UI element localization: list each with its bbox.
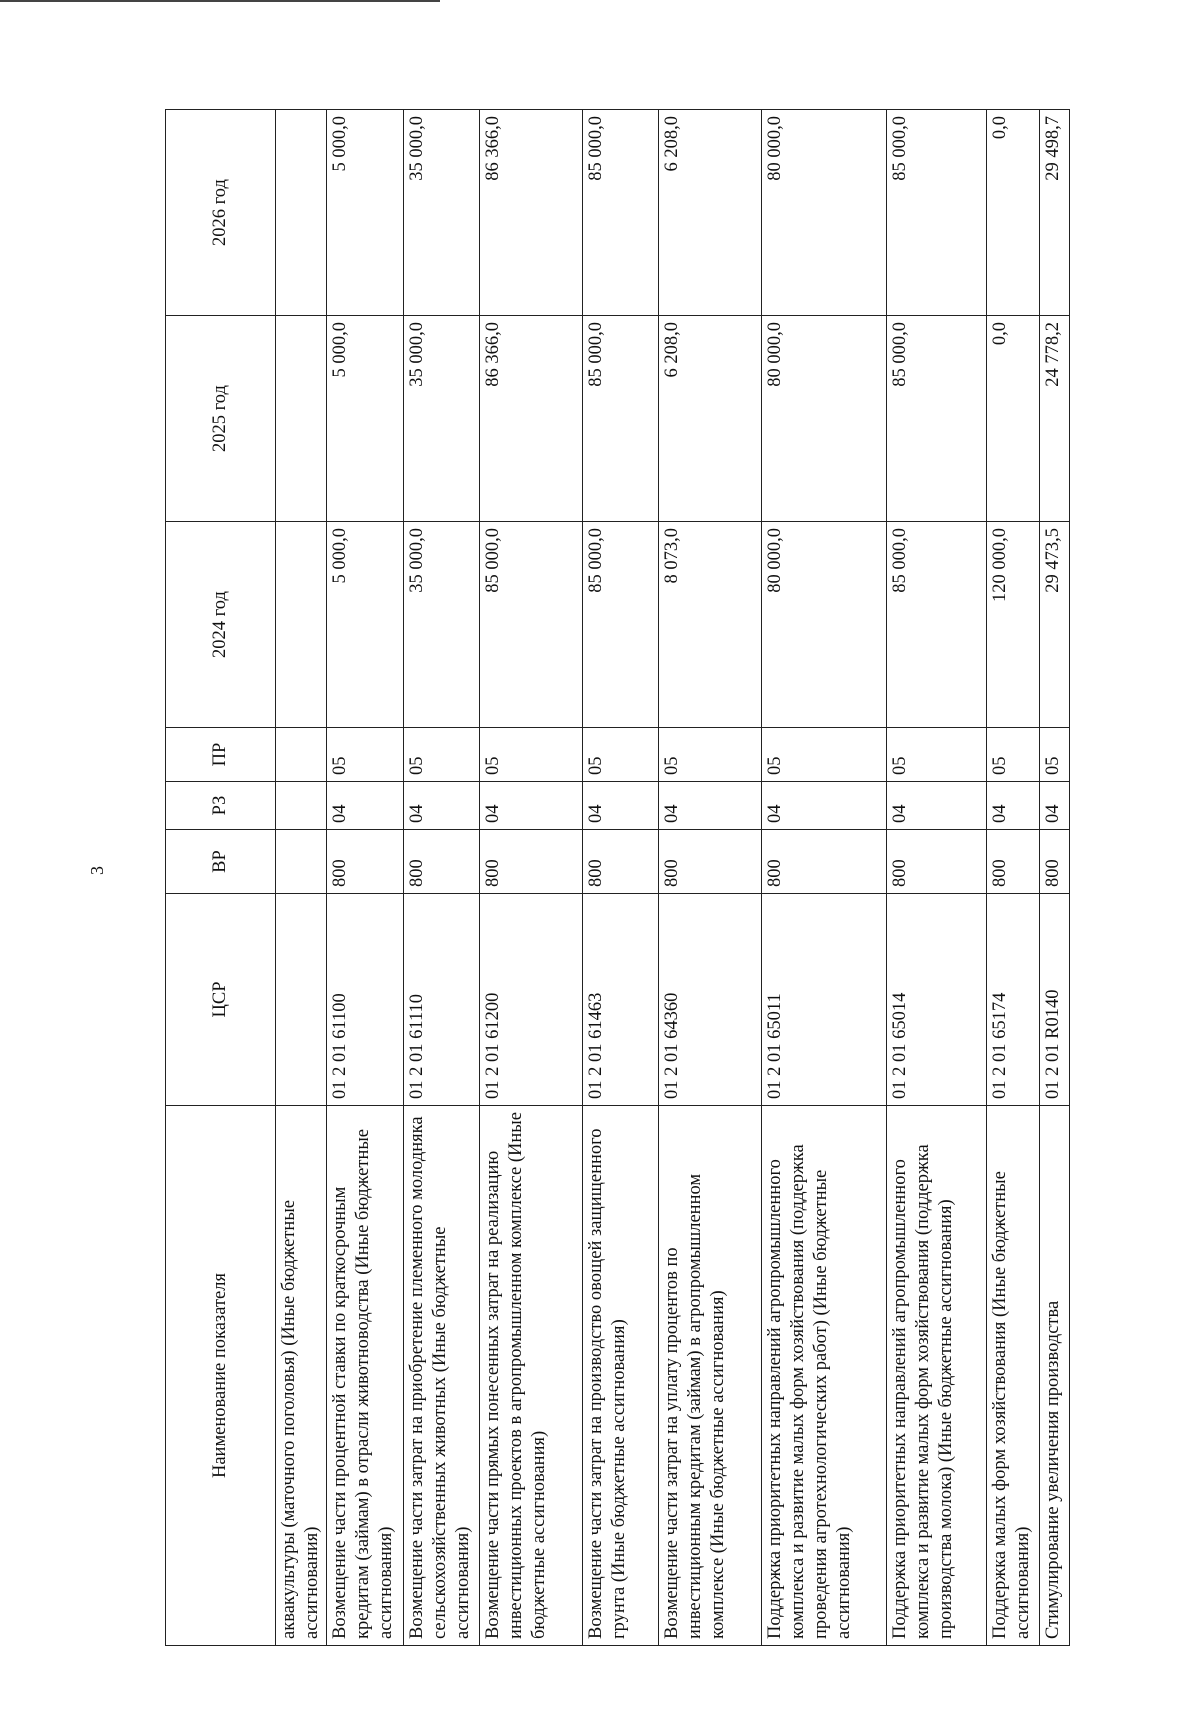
cell-vr: 800 [659, 830, 762, 894]
table-body [276, 110, 1070, 1646]
table-row [1039, 110, 1069, 1646]
cell-2026 [276, 110, 327, 316]
cell-vr: 800 [480, 830, 583, 894]
cell-name: Поддержка малых форм хозяйствования (Иные бюджетные ассигнования) [987, 1106, 1039, 1646]
cell-vr: 800 [327, 830, 403, 894]
cell-2024: 8 073,0 [659, 522, 762, 728]
cell-2025: 80 000,0 [762, 316, 887, 522]
cell-2025: 6 208,0 [659, 316, 762, 522]
cell-2024: 80 000,0 [762, 522, 887, 728]
cell-pr: 05 [1039, 728, 1069, 782]
cell-csr: 01 2 01 65014 [886, 894, 987, 1106]
cell-2025: 35 000,0 [403, 316, 479, 522]
cell-2026: 35 000,0 [403, 110, 479, 316]
header-2024: 2024 год [166, 522, 276, 728]
cell-pr [276, 728, 327, 782]
cell-csr: 01 2 01 65174 [987, 894, 1039, 1106]
cell-pr: 05 [987, 728, 1039, 782]
cell-csr: 01 2 01 65011 [762, 894, 887, 1106]
cell-name: Возмещение части затрат на уплату процентов по инвестиционным кредитам (займам) в агропромышленном комплексе (Иные бюджетные ассигнования) [659, 1106, 762, 1646]
cell-csr: 01 2 01 61110 [403, 894, 479, 1106]
cell-name: Возмещение части процентной ставки по краткосрочным кредитам (займам) в отрасли животноводства (Иные бюджетные ассигнования) [327, 1106, 403, 1646]
cell-rz: 04 [403, 782, 479, 830]
cell-vr: 800 [987, 830, 1039, 894]
table-header-row [166, 110, 276, 1646]
cell-rz: 04 [886, 782, 987, 830]
cell-name: Возмещение части прямых понесенных затрат на реализацию инвестиционных проектов в агропромышленном комплексе (Иные бюджетные ассигнования) [480, 1106, 583, 1646]
cell-csr: 01 2 01 61200 [480, 894, 583, 1106]
cell-2026: 29 498,7 [1039, 110, 1069, 316]
budget-table [165, 109, 1070, 1646]
cell-csr: 01 2 01 61463 [582, 894, 658, 1106]
cell-vr: 800 [1039, 830, 1069, 894]
cell-2025: 5 000,0 [327, 316, 403, 522]
cell-name: Поддержка приоритетных направлений агропромышленного комплекса и развитие малых форм хозяйствования (поддержка производства молока) (Иные бюджетные ассигнования) [886, 1106, 987, 1646]
cell-vr: 800 [762, 830, 887, 894]
header-vr: ВР [166, 830, 276, 894]
header-pr: ПР [166, 728, 276, 782]
cell-rz [276, 782, 327, 830]
cell-vr: 800 [886, 830, 987, 894]
cell-pr: 05 [582, 728, 658, 782]
cell-name: Возмещение части затрат на производство овощей защищенного грунта (Иные бюджетные ассигнования) [582, 1106, 658, 1646]
cell-vr: 800 [582, 830, 658, 894]
header-2026: 2026 год [166, 110, 276, 316]
cell-rz: 04 [582, 782, 658, 830]
cell-name: Стимулирование увеличения производства [1039, 1106, 1069, 1646]
cell-2024: 85 000,0 [480, 522, 583, 728]
cell-rz: 04 [659, 782, 762, 830]
cell-rz: 04 [480, 782, 583, 830]
cell-2026: 5 000,0 [327, 110, 403, 316]
header-2025: 2025 год [166, 316, 276, 522]
cell-rz: 04 [987, 782, 1039, 830]
cell-2024: 85 000,0 [582, 522, 658, 728]
cell-2026: 80 000,0 [762, 110, 887, 316]
page-number: 3 [87, 866, 107, 875]
cell-2025: 24 778,2 [1039, 316, 1069, 522]
cell-2025: 0,0 [987, 316, 1039, 522]
cell-2026: 6 208,0 [659, 110, 762, 316]
cell-name: Поддержка приоритетных направлений агропромышленного комплекса и развитие малых форм хозяйствования (поддержка проведения агротехнологических работ) (Иные бюджетные ассигнования) [762, 1106, 887, 1646]
cell-rz: 04 [1039, 782, 1069, 830]
cell-pr: 05 [762, 728, 887, 782]
cell-pr: 05 [480, 728, 583, 782]
rotated-table-wrapper [165, 110, 1070, 1646]
cell-name: Возмещение части затрат на приобретение племенного молодняка сельскохозяйственных животных (Иные бюджетные ассигнования) [403, 1106, 479, 1646]
cell-rz: 04 [762, 782, 887, 830]
table-row [987, 110, 1039, 1646]
table-row [276, 110, 327, 1646]
cell-csr [276, 894, 327, 1106]
cell-name: аквакультуры (маточного поголовья) (Иные бюджетные ассигнования) [276, 1106, 327, 1646]
cell-vr: 800 [403, 830, 479, 894]
cell-csr: 01 2 01 R0140 [1039, 894, 1069, 1106]
cell-2025 [276, 316, 327, 522]
cell-pr: 05 [886, 728, 987, 782]
table-row [886, 110, 987, 1646]
cell-csr: 01 2 01 64360 [659, 894, 762, 1106]
header-name: Наименование показателя [166, 1106, 276, 1646]
top-border-line [0, 0, 440, 2]
cell-2026: 86 366,0 [480, 110, 583, 316]
header-csr: ЦСР [166, 894, 276, 1106]
cell-2024: 120 000,0 [987, 522, 1039, 728]
cell-2024: 5 000,0 [327, 522, 403, 728]
table-row [403, 110, 479, 1646]
table-row [327, 110, 403, 1646]
cell-rz: 04 [327, 782, 403, 830]
cell-csr: 01 2 01 61100 [327, 894, 403, 1106]
table-row [762, 110, 887, 1646]
cell-pr: 05 [659, 728, 762, 782]
cell-vr [276, 830, 327, 894]
table-row [582, 110, 658, 1646]
cell-2025: 86 366,0 [480, 316, 583, 522]
cell-2024 [276, 522, 327, 728]
cell-2026: 85 000,0 [886, 110, 987, 316]
cell-2026: 0,0 [987, 110, 1039, 316]
cell-pr: 05 [403, 728, 479, 782]
cell-2025: 85 000,0 [582, 316, 658, 522]
table-row [480, 110, 583, 1646]
cell-2024: 35 000,0 [403, 522, 479, 728]
cell-pr: 05 [327, 728, 403, 782]
cell-2026: 85 000,0 [582, 110, 658, 316]
cell-2024: 29 473,5 [1039, 522, 1069, 728]
cell-2025: 85 000,0 [886, 316, 987, 522]
cell-2024: 85 000,0 [886, 522, 987, 728]
header-rz: РЗ [166, 782, 276, 830]
table-row [659, 110, 762, 1646]
